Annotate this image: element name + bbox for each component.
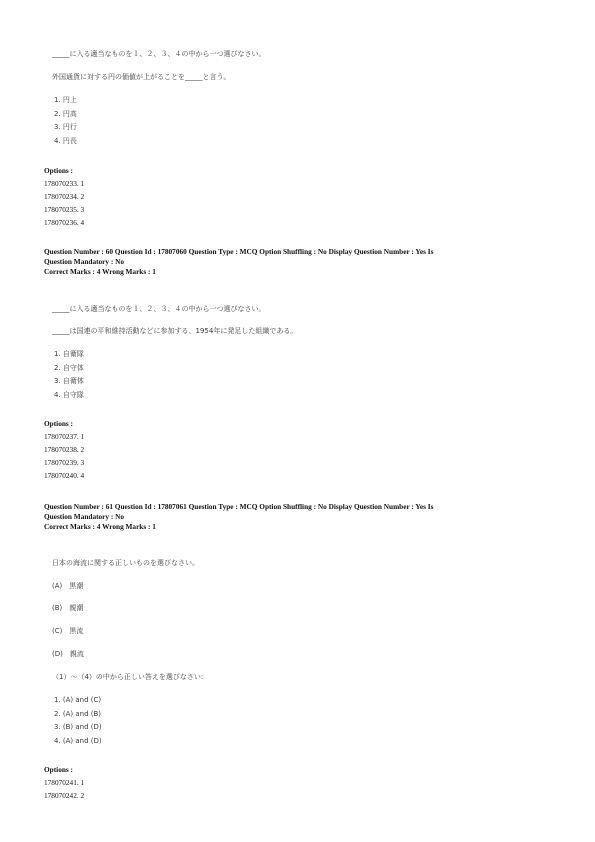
- q61-meta-line-1: Question Number : 61 Question Id : 17807061 Question Type : MCQ Option Shuffling : No Display Question Number : Yes Is: [44, 502, 434, 511]
- q59-sentence: 外国通貨に対する円の価値が上がることを_____と言う。: [52, 73, 231, 81]
- q59-choice-4: 4. 円長: [54, 136, 77, 145]
- q61-option-code-2: 178070242. 2: [44, 791, 85, 800]
- q59-choice-1: 1. 円上: [54, 96, 77, 104]
- q61-choice-list: [54, 695, 102, 749]
- q59-choice-3: 3. 円行: [54, 123, 77, 131]
- q59-choice-2: 2. 円高: [54, 109, 77, 118]
- q61-statement-a: (A) 黒潮: [52, 582, 84, 590]
- q59-option-codes: [44, 179, 84, 231]
- q60-meta-line-2: Question Mandatory : No: [44, 257, 125, 266]
- q61-choice-4: 4. (A) and (D): [54, 736, 102, 745]
- q60-option-codes: [44, 432, 84, 484]
- q59-option-code-3: 178070235. 3: [44, 205, 85, 214]
- q60-choice-1: 1. 自衛隊: [54, 350, 84, 358]
- q60-choice-3: 3. 自衛体: [54, 377, 84, 385]
- q59-choice-list: [54, 95, 77, 149]
- q59-option-code-4: 178070236. 4: [44, 218, 85, 227]
- q59-option-code-1: 178070233. 1: [44, 179, 85, 188]
- q61-statement-d: (D) 親流: [52, 650, 84, 658]
- q59-options-label: Options :: [44, 166, 73, 175]
- q60-options-label: Options :: [44, 419, 73, 428]
- q61-statement-c: (C) 黒流: [52, 627, 84, 635]
- q61-choice-3: 3. (B) and (D): [54, 723, 102, 731]
- q61-meta-line-3: Correct Marks : 4 Wrong Marks : 1: [44, 522, 156, 531]
- q61-sub-instruction: （1）～（4）の中から正しい答えを選びなさい:: [52, 673, 204, 681]
- q60-option-code-4: 178070240. 4: [44, 471, 85, 480]
- q61-statement-b: (B) 親潮: [52, 604, 84, 612]
- q61-choice-1: 1. (A) and (C): [54, 696, 102, 704]
- q60-meta-line-3: Correct Marks : 4 Wrong Marks : 1: [44, 267, 156, 276]
- q61-choice-2: 2. (A) and (B): [54, 709, 102, 718]
- q60-choice-4: 4. 自守隊: [54, 390, 84, 399]
- q61-option-code-1: 178070241. 1: [44, 778, 85, 787]
- q60-option-code-2: 178070238. 2: [44, 445, 85, 454]
- q60-choice-list: [54, 349, 84, 403]
- q61-options-label: Options :: [44, 765, 73, 774]
- q60-instruction: _____に入る適当なものを１、２、３、４の中から一つ選びなさい。: [52, 305, 266, 313]
- q61-option-codes: [44, 778, 84, 804]
- q60-option-code-3: 178070239. 3: [44, 458, 85, 467]
- q59-option-code-2: 178070234. 2: [44, 192, 85, 201]
- q60-sentence: _____は国連の平和維持活動などに参加する、1954年に発足した組織である。: [52, 327, 298, 335]
- q61-instruction: 日本の海流に関する正しいものを選びなさい。: [52, 559, 199, 567]
- q60-meta-line-1: Question Number : 60 Question Id : 17807060 Question Type : MCQ Option Shuffling : No Display Question Number : Yes Is: [44, 247, 434, 256]
- q60-option-code-1: 178070237. 1: [44, 432, 85, 441]
- q61-meta-line-2: Question Mandatory : No: [44, 512, 125, 521]
- q59-instruction: _____に入る適当なものを１、２、３、４の中から一つ選びなさい。: [52, 50, 266, 58]
- q60-choice-2: 2. 自守体: [54, 363, 84, 372]
